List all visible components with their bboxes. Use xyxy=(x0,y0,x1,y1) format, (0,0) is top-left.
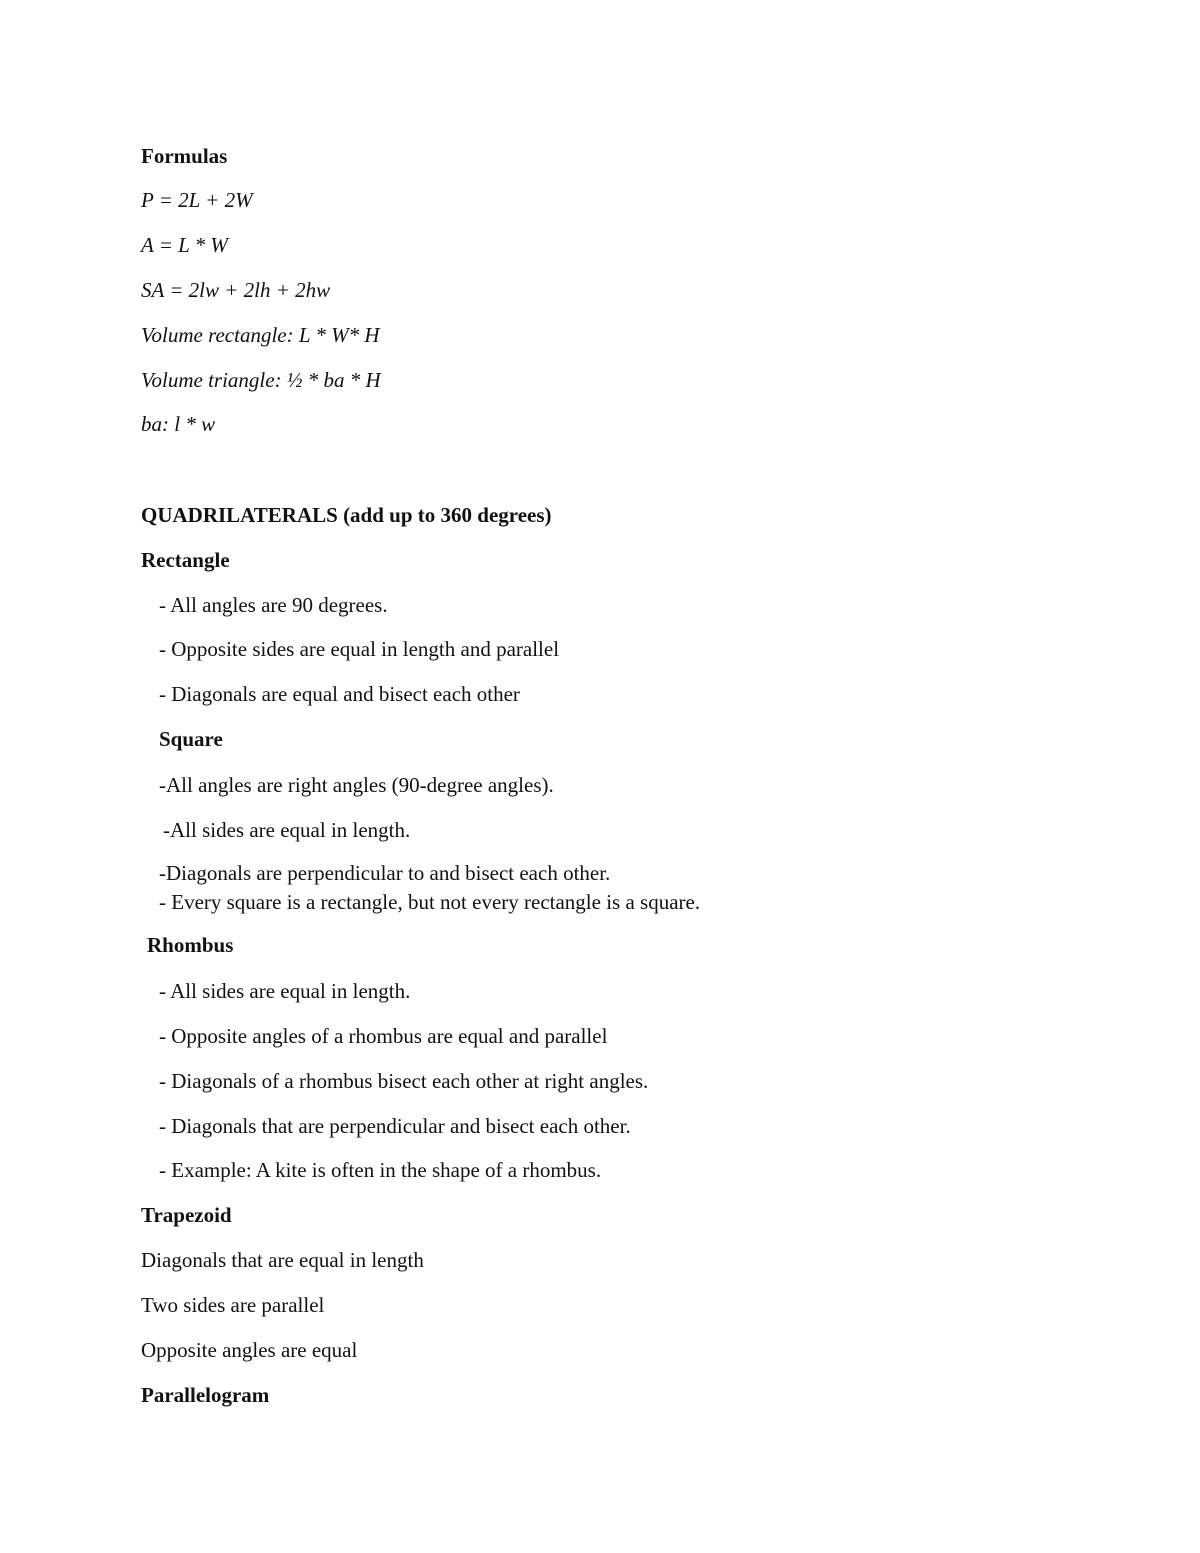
trapezoid-point: Diagonals that are equal in length xyxy=(141,1248,424,1272)
rectangle-point: - All angles are 90 degrees. xyxy=(159,593,388,617)
square-point: -All angles are right angles (90-degree angles). xyxy=(159,773,554,797)
quadrilaterals-heading: QUADRILATERALS (add up to 360 degrees) xyxy=(141,503,552,527)
formula-volume-rectangle: Volume rectangle: L * W* H xyxy=(141,323,380,347)
formula-surface-area: SA = 2lw + 2lh + 2hw xyxy=(141,278,331,302)
parallelogram-title: Parallelogram xyxy=(141,1383,270,1407)
trapezoid-title: Trapezoid xyxy=(141,1203,232,1227)
rectangle-title: Rectangle xyxy=(141,548,230,572)
rhombus-point: - Diagonals that are perpendicular and bisect each other. xyxy=(159,1114,631,1138)
trapezoid-point: Opposite angles are equal xyxy=(141,1338,358,1362)
formula-volume-triangle: Volume triangle: ½ * ba * H xyxy=(141,368,381,392)
rhombus-point: - Example: A kite is often in the shape of a rhombus. xyxy=(159,1158,602,1182)
trapezoid-point: Two sides are parallel xyxy=(141,1293,325,1317)
rhombus-point: - All sides are equal in length. xyxy=(159,979,411,1003)
formula-perimeter: P = 2L + 2W xyxy=(141,188,253,212)
square-point: -Diagonals are perpendicular to and bisect each other. xyxy=(159,861,611,885)
square-title: Square xyxy=(159,727,223,751)
square-point: -All sides are equal in length. xyxy=(163,818,411,842)
rhombus-point: - Opposite angles of a rhombus are equal and parallel xyxy=(159,1024,608,1048)
square-point: - Every square is a rectangle, but not every rectangle is a square. xyxy=(159,890,701,914)
formula-base-area: ba: l * w xyxy=(141,412,216,436)
rhombus-title: Rhombus xyxy=(147,933,234,957)
rhombus-point: - Diagonals of a rhombus bisect each other at right angles. xyxy=(159,1069,649,1093)
formula-area: A = L * W xyxy=(141,233,228,257)
rectangle-point: - Opposite sides are equal in length and parallel xyxy=(159,637,560,661)
formulas-heading: Formulas xyxy=(141,144,228,168)
rectangle-point: - Diagonals are equal and bisect each other xyxy=(159,682,520,706)
